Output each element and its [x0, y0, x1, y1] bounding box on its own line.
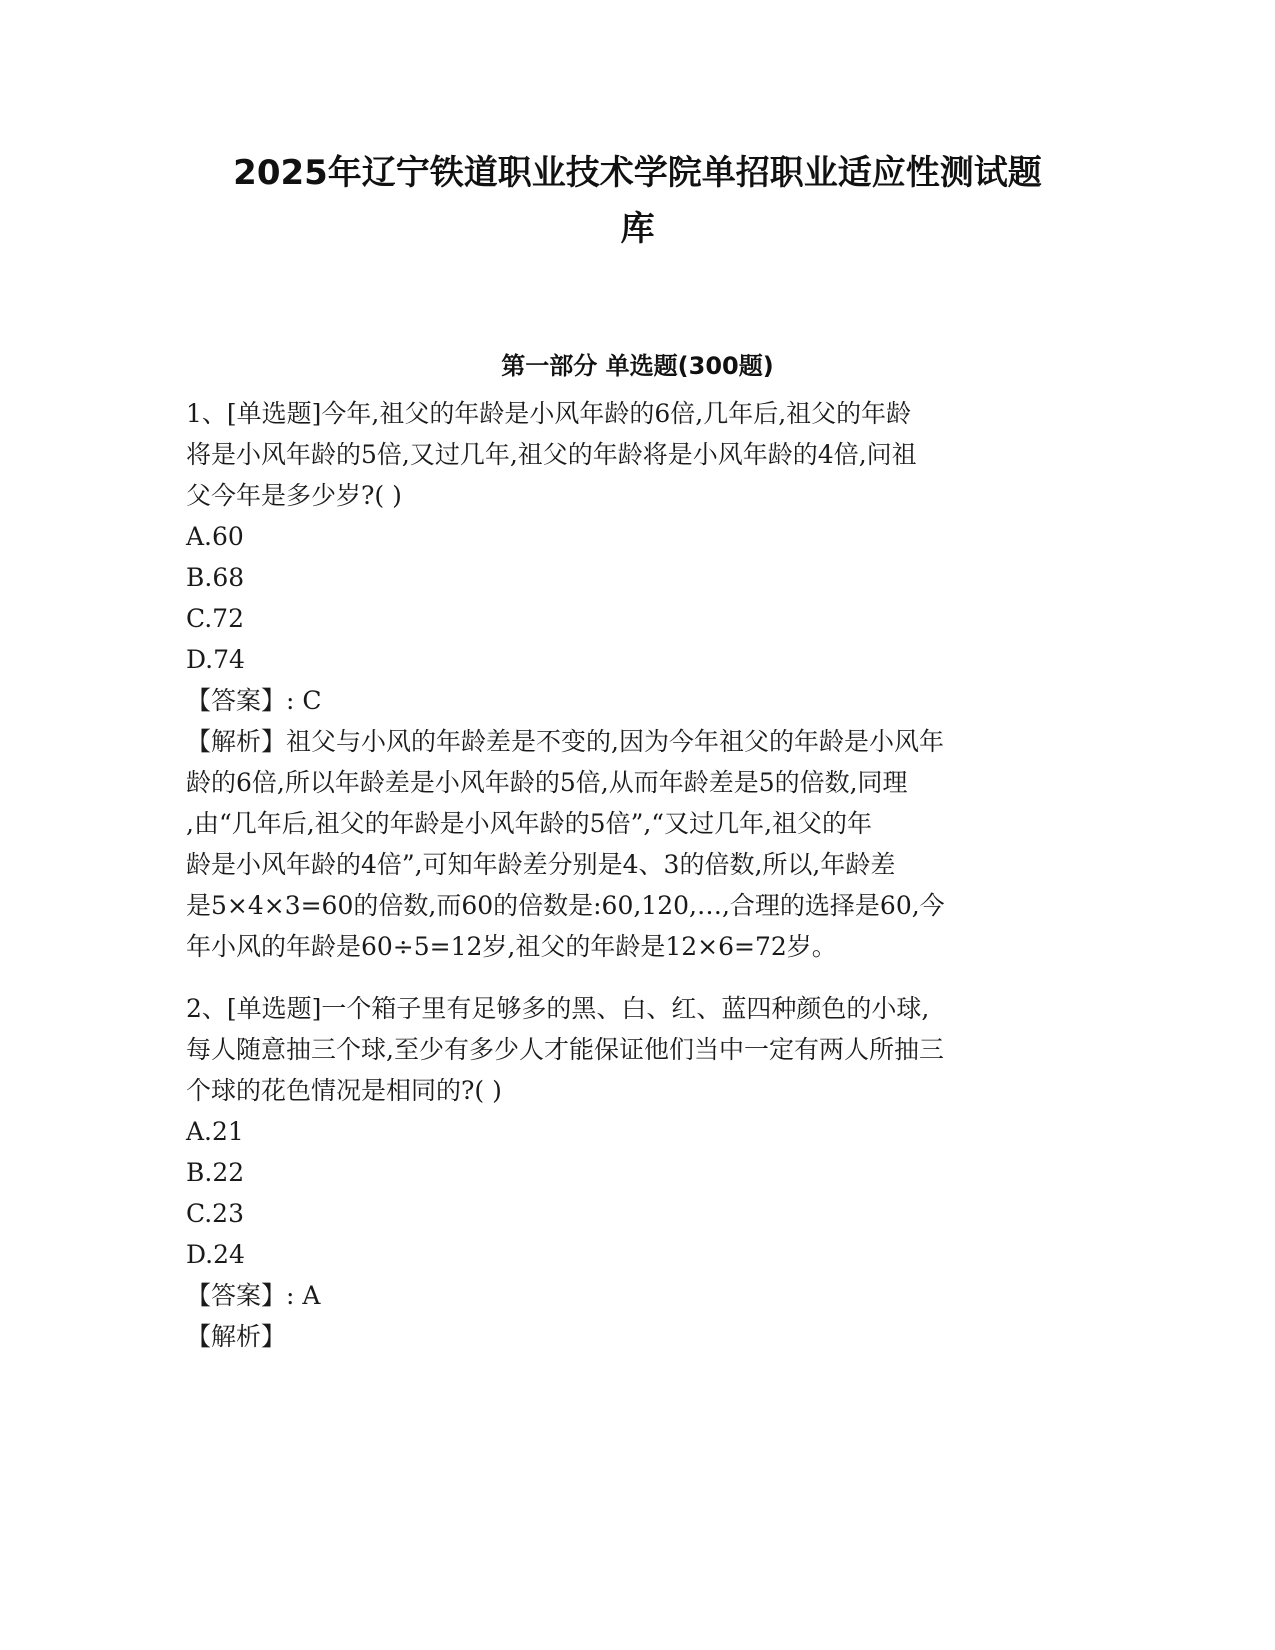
title-line: 2025年辽宁铁道职业技术学院单招职业适应性测试题 [233, 153, 1042, 193]
analysis-line: ,由“几年后,祖父的年龄是小风年龄的5倍”,“又过几年,祖父的年 [186, 809, 873, 838]
question-stem-line: 2、[单选题]一个箱子里有足够多的黑、白、红、蓝四种颜色的小球, [186, 994, 930, 1023]
document-title [150, 145, 1125, 257]
analysis-line: 龄是小风年龄的4倍”,可知年龄差分别是4、3的倍数,所以,年龄差 [186, 850, 896, 879]
option-b: B.22 [186, 1158, 245, 1187]
option-c: C.72 [186, 604, 244, 633]
option-a: A.60 [186, 522, 244, 551]
analysis-line: 是5×4×3=60的倍数,而60的倍数是:60,120,…,合理的选择是60,今 [186, 891, 945, 920]
section-heading: 第一部分 单选题(300题) [501, 352, 774, 380]
question-stem-line: 1、[单选题]今年,祖父的年龄是小风年龄的6倍,几年后,祖父的年龄 [186, 399, 912, 428]
title-line: 库 [620, 209, 655, 249]
question-stem-line: 每人随意抽三个球,至少有多少人才能保证他们当中一定有两人所抽三 [186, 1035, 944, 1064]
option-c: C.23 [186, 1199, 244, 1228]
analysis-line: 龄的6倍,所以年龄差是小风年龄的5倍,从而年龄差是5的倍数,同理 [186, 768, 908, 797]
question-stem-line: 父今年是多少岁?( ) [186, 481, 402, 510]
option-b: B.68 [186, 563, 245, 592]
option-d: D.74 [186, 645, 245, 674]
option-a: A.21 [186, 1117, 244, 1146]
option-d: D.24 [186, 1240, 245, 1269]
analysis-line: 【解析】 [186, 1322, 287, 1351]
answer-line: 【答案】: A [186, 1281, 321, 1310]
question-stem-line: 个球的花色情况是相同的?( ) [186, 1076, 502, 1105]
answer-line: 【答案】: C [186, 686, 322, 715]
analysis-line: 年小风的年龄是60÷5=12岁,祖父的年龄是12×6=72岁。 [186, 932, 837, 961]
question-stem-line: 将是小风年龄的5倍,又过几年,祖父的年龄将是小风年龄的4倍,问祖 [186, 440, 917, 469]
analysis-line: 【解析】祖父与小风的年龄差是不变的,因为今年祖父的年龄是小风年 [186, 727, 944, 756]
